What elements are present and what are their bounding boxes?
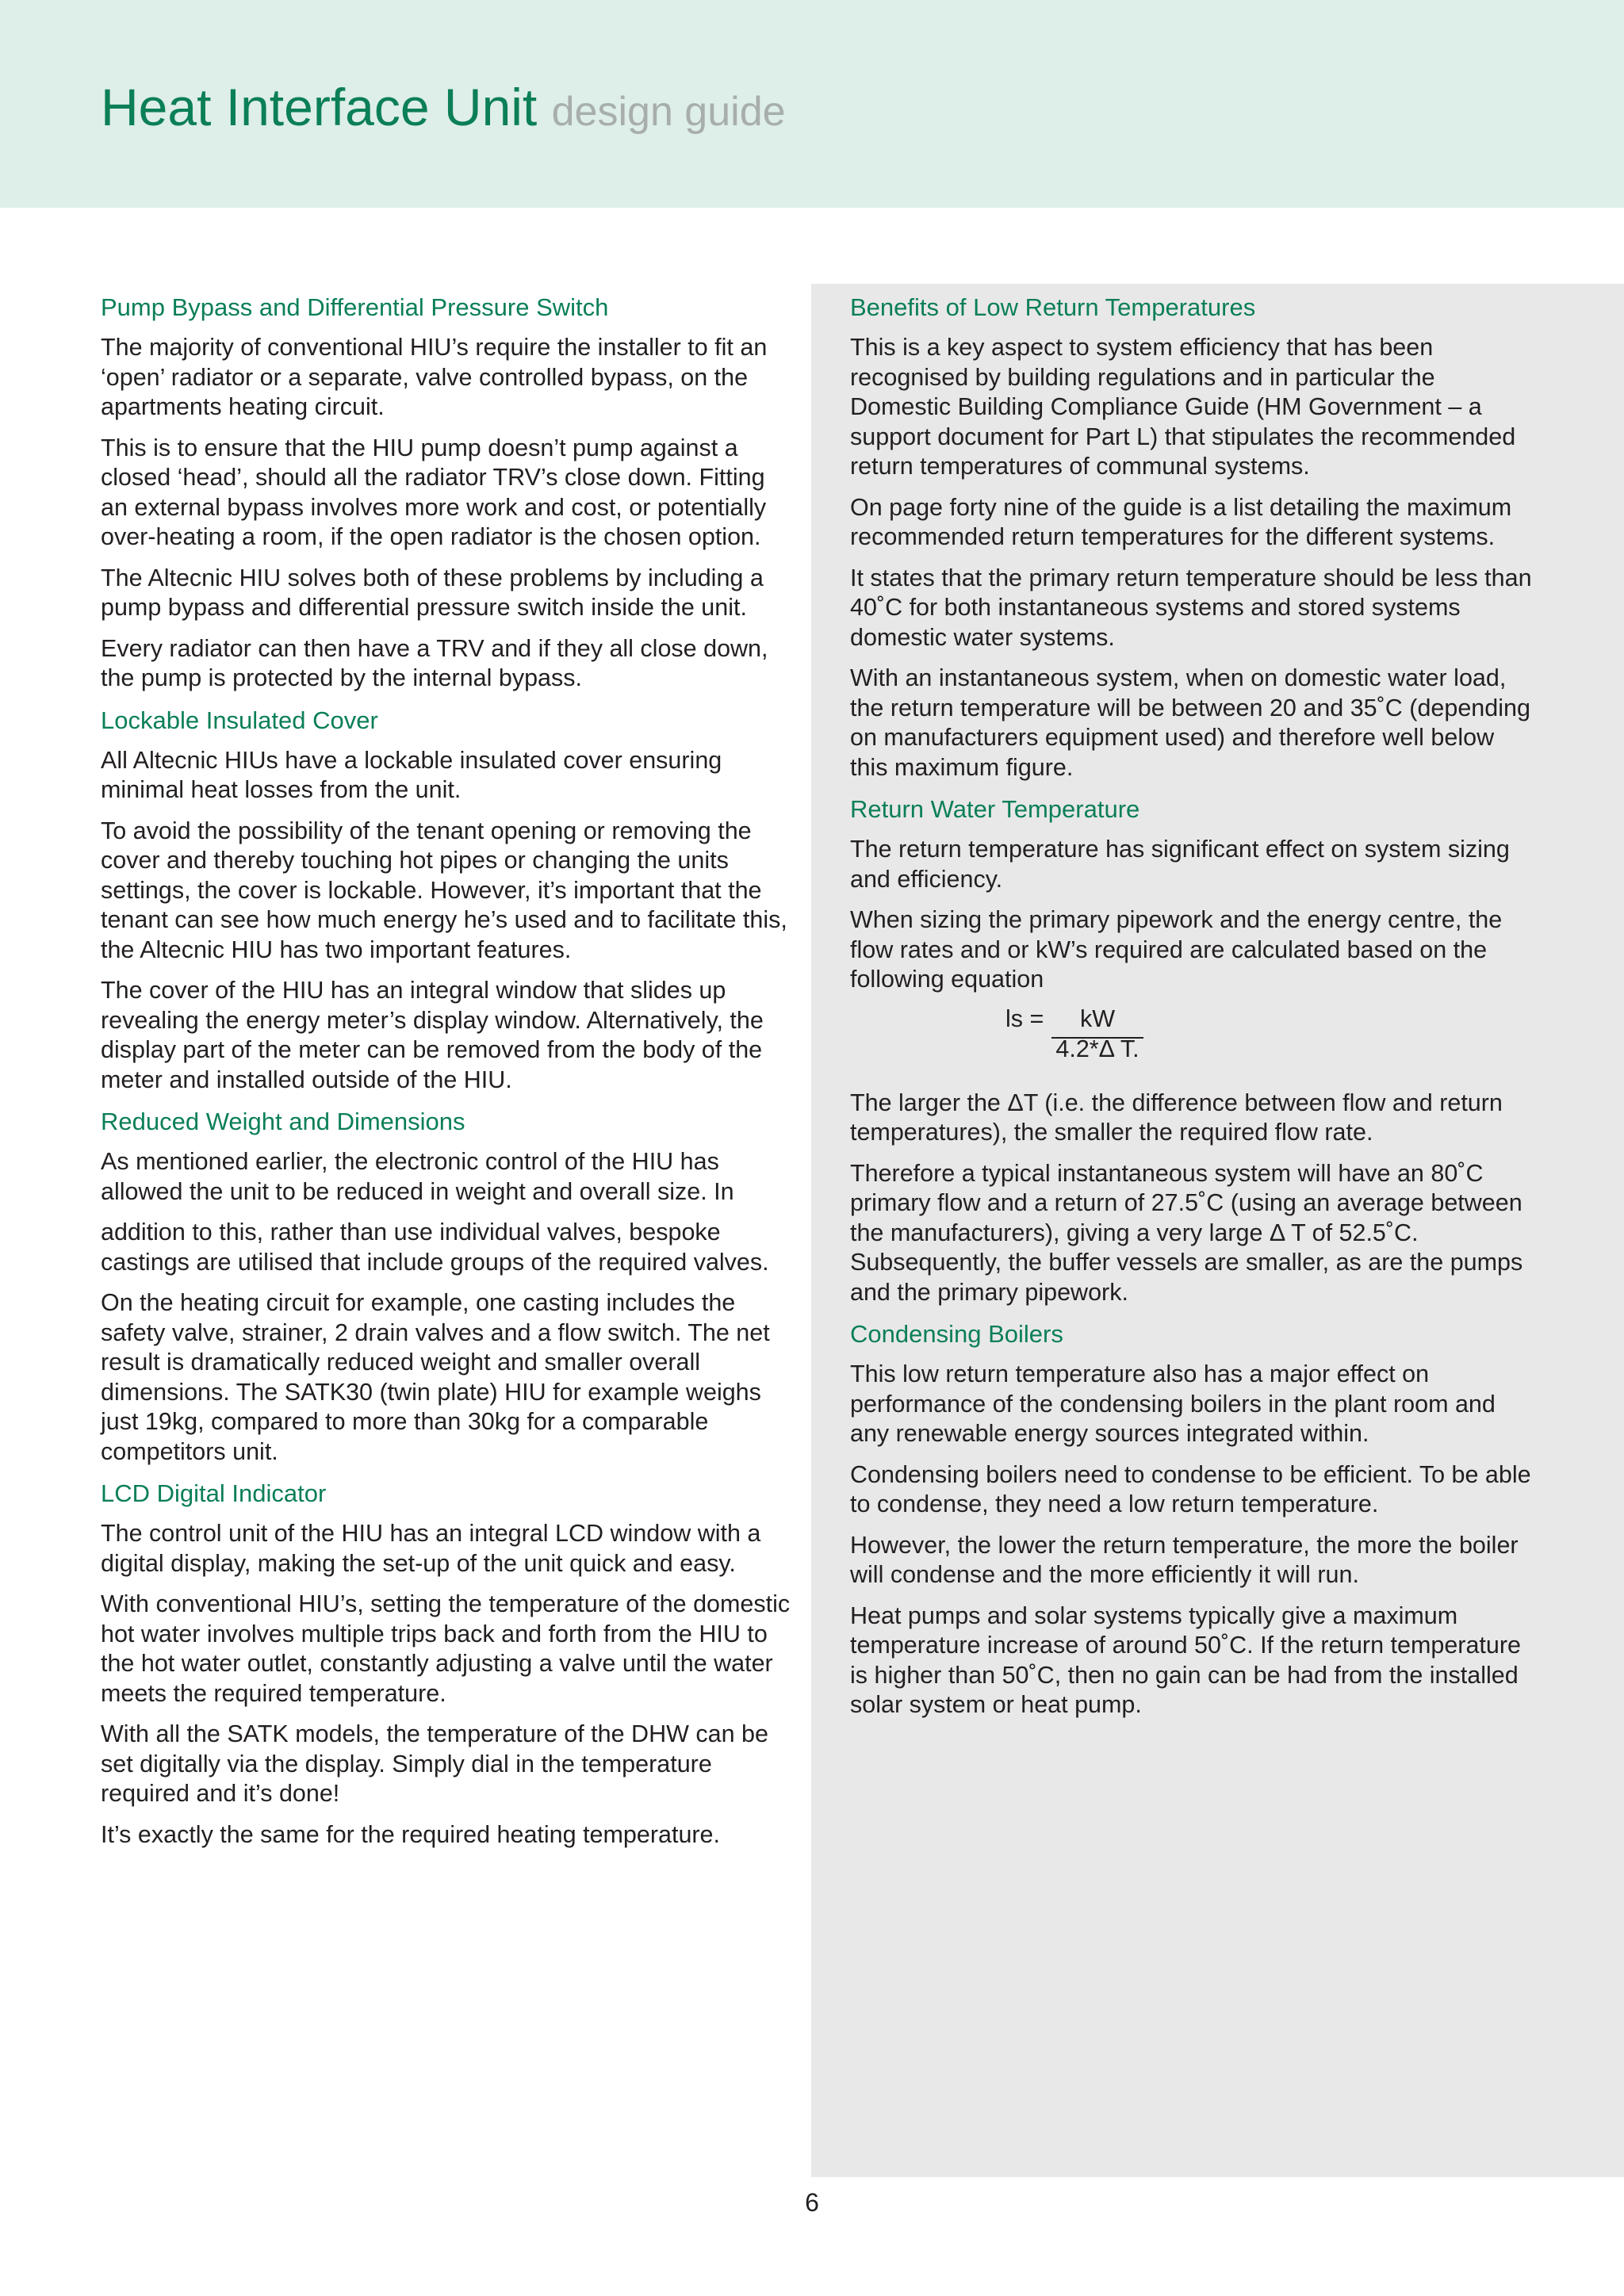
paragraph: With all the SATK models, the temperature of the DHW can be set digitally via the display. Simply dial in the temperature required and it’s done! [101, 1720, 768, 1807]
section-heading: Condensing Boilers [850, 1320, 1063, 1348]
paragraph: The control unit of the HIU has an integral LCD window with a digital display, making the set-up of the unit quick and easy. [101, 1520, 761, 1577]
page-title [101, 73, 786, 146]
section-benefits [850, 292, 1532, 783]
paragraph: The larger the ΔT (i.e. the difference between flow and return temperatures), the smaller the required flow rate. [850, 1089, 1503, 1146]
equation-denominator: 4.2*Δ T. [1055, 1035, 1139, 1062]
section-return-water [850, 794, 1532, 1307]
right-column [850, 284, 1532, 1732]
paragraph: However, the lower the return temperature, the more the boiler will condense and the more efficiently it will run. [850, 1531, 1519, 1588]
page-number: 6 [805, 2188, 819, 2217]
paragraph: On the heating circuit for example, one casting includes the safety valve, strainer, 2 drain valves and a flow switch. The net result is dramatically reduced weight and smaller overall dimensions. The SATK30 (twin plate) HIU for example weighs just 19kg, compared to more than 30kg for a comparable competitors unit. [101, 1289, 770, 1465]
section-lockable-cover [101, 705, 791, 1096]
paragraph: It’s exactly the same for the required heating temperature. [101, 1820, 720, 1848]
section-pump-bypass [101, 292, 791, 694]
paragraph: This is to ensure that the HIU pump doesn’t pump against a closed ‘head’, should all the radiator TRV’s close down. Fitting an external bypass involves more work and cost, or potentially over-heating a room, if the open radiator is the chosen option. [101, 434, 767, 550]
section-heading: Benefits of Low Return Temperatures [850, 293, 1256, 321]
paragraph: addition to this, rather than use individual valves, bespoke castings are utilised that include groups of the required valves. [101, 1219, 769, 1276]
section-heading: Pump Bypass and Differential Pressure Switch [101, 293, 609, 321]
paragraph: This low return temperature also has a major effect on performance of the condensing boilers in the plant room and any renewable energy sources integrated within. [850, 1360, 1496, 1447]
title-sub: design guide [551, 89, 786, 135]
paragraph: Heat pumps and solar systems typically give a maximum temperature increase of around 50˚C. If the return temperature is higher than 50˚C, then no gain can be had from the installed solar system or heat pump. [850, 1601, 1521, 1718]
equation-numerator: kW [1079, 1004, 1116, 1032]
paragraph: This is a key aspect to system efficiency that has been recognised by building regulations and in particular the Domestic Building Compliance Guide (HM Government – a support document for Part L) that stipulates the recommended return temperatures of communal systems. [850, 334, 1516, 480]
page-header [0, 0, 1624, 208]
title-main: Heat Interface Unit [101, 78, 538, 136]
section-condensing-boilers [850, 1318, 1532, 1720]
paragraph: Condensing boilers need to condense to be efficient. To be able to condense, they need a low return temperature. [850, 1460, 1531, 1517]
section-lcd-indicator [101, 1478, 791, 1850]
paragraph: It states that the primary return temperature should be less than 40˚C for both instantaneous systems and stored systems domestic water systems. [850, 564, 1532, 651]
flow-rate-equation [850, 1004, 1532, 1077]
section-heading: Return Water Temperature [850, 795, 1140, 823]
paragraph: Therefore a typical instantaneous system will have an 80˚C primary flow and a return of 27.5˚C (using an average between the manufacturers), giving a very large Δ T of 52.5˚C. Subsequently, the buffer vessels are smaller, as are the pumps and the primary pipework. [850, 1159, 1523, 1306]
paragraph: On page forty nine of the guide is a list detailing the maximum recommended return temperatures for the different systems. [850, 493, 1512, 550]
paragraph: With an instantaneous system, when on domestic water load, the return temperature will be between 20 and 35˚C (depending on manufacturers equipment used) and therefore well below this maximum figure. [850, 664, 1530, 781]
paragraph: With conventional HIU’s, setting the temperature of the domestic hot water involves multiple trips back and forth from the HIU to the hot water outlet, constantly adjusting a valve until the water meets the required temperature. [101, 1590, 791, 1707]
section-heading: LCD Digital Indicator [101, 1479, 327, 1507]
paragraph: Every radiator can then have a TRV and if they all close down, the pump is protected by the internal bypass. [101, 634, 768, 691]
section-heading: Reduced Weight and Dimensions [101, 1108, 465, 1135]
section-reduced-weight [101, 1106, 791, 1467]
equation-lhs: ls = [1005, 1004, 1044, 1032]
paragraph: To avoid the possibility of the tenant opening or removing the cover and thereby touching hot pipes or changing the units settings, the cover is lockable. However, it’s important that the tenant can see how much energy he’s used and to facilitate this, the Altecnic HIU has two important features. [101, 817, 787, 963]
left-column [101, 284, 791, 1861]
section-heading: Lockable Insulated Cover [101, 706, 378, 734]
paragraph: All Altecnic HIUs have a lockable insulated cover ensuring minimal heat losses from the unit. [101, 746, 722, 803]
paragraph: As mentioned earlier, the electronic control of the HIU has allowed the unit to be reduced in weight and overall size. In [101, 1148, 734, 1205]
paragraph: The cover of the HIU has an integral window that slides up revealing the energy meter’s display window. Alternatively, the display part of the meter can be removed from the body of the meter and installed outside of the HIU. [101, 977, 764, 1093]
paragraph: The Altecnic HIU solves both of these problems by including a pump bypass and differential pressure switch inside the unit. [101, 564, 764, 621]
paragraph: The majority of conventional HIU’s require the installer to fit an ‘open’ radiator or a separate, valve controlled bypass, on the apartments heating circuit. [101, 334, 768, 420]
paragraph: The return temperature has significant effect on system sizing and efficiency. [850, 836, 1510, 893]
paragraph: When sizing the primary pipework and the energy centre, the flow rates and or kW’s required are calculated based on the following equation [850, 906, 1503, 993]
